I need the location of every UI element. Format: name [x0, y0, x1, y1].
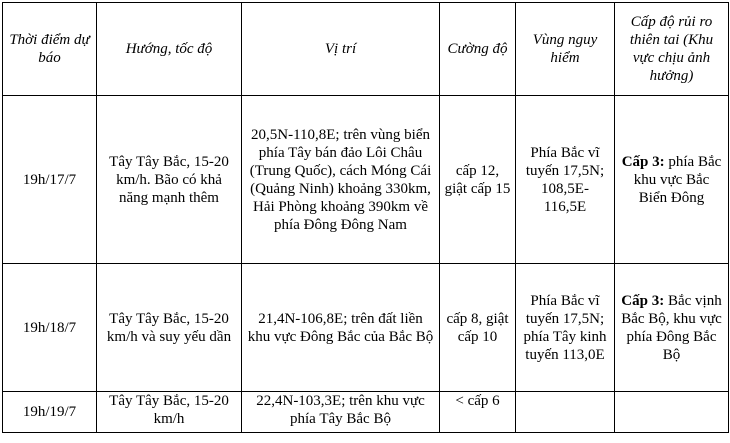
header-location: Vị trí	[242, 3, 440, 96]
header-row	[3, 3, 729, 96]
risk-level: Cấp 3:	[621, 292, 665, 309]
cell-time: 19h/18/7	[3, 264, 97, 392]
cell-danger-zone: Phía Bắc vĩ tuyến 17,5N; phía Tây kinh tuyến 113,0E	[516, 264, 615, 392]
table-row	[3, 264, 729, 392]
cell-danger-zone	[516, 392, 615, 433]
cell-time: 19h/17/7	[3, 96, 97, 264]
cell-time: 19h/19/7	[3, 392, 97, 433]
risk-level: Cấp 3:	[621, 153, 665, 170]
cell-intensity: cấp 8, giật cấp 10	[440, 264, 516, 392]
header-direction: Hướng, tốc độ	[97, 3, 242, 96]
header-risk: Cấp độ rủi ro thiên tai (Khu vực chịu ảnh hưởng)	[615, 3, 729, 96]
cell-risk	[615, 96, 729, 264]
header-time: Thời điểm dự báo	[3, 3, 97, 96]
cell-direction: Tây Tây Bắc, 15-20 km/h. Bão có khả năng mạnh thêm	[97, 96, 242, 264]
table-row	[3, 392, 729, 433]
cell-risk	[615, 264, 729, 392]
cell-direction: Tây Tây Bắc, 15-20 km/h và suy yếu dần	[97, 264, 242, 392]
cell-direction: Tây Tây Bắc, 15-20 km/h	[97, 392, 242, 433]
cell-location: 22,4N-103,3E; trên khu vực phía Tây Bắc Bộ	[242, 392, 440, 433]
cell-location: 20,5N-110,8E; trên vùng biển phía Tây bán đảo Lôi Châu (Trung Quốc), cách Móng Cái (Quảng Ninh) khoảng 330km, Hải Phòng khoảng 390km về phía Đông Đông Nam	[242, 96, 440, 264]
table-row	[3, 96, 729, 264]
storm-forecast-table	[2, 2, 729, 433]
cell-location: 21,4N-106,8E; trên đất liền khu vực Đông Bắc của Bắc Bộ	[242, 264, 440, 392]
risk-area: phía Bắc khu vực Bắc Biển Đông	[633, 153, 722, 206]
cell-risk	[615, 392, 729, 433]
risk-area: Bắc vịnh Bắc Bộ, khu vực phía Đông Bắc Bộ	[621, 292, 722, 363]
cell-danger-zone: Phía Bắc vĩ tuyến 17,5N; 108,5E-116,5E	[516, 96, 615, 264]
header-danger-zone: Vùng nguy hiểm	[516, 3, 615, 96]
cell-intensity: < cấp 6	[440, 392, 516, 433]
header-intensity: Cường độ	[440, 3, 516, 96]
cell-intensity: cấp 12, giật cấp 15	[440, 96, 516, 264]
